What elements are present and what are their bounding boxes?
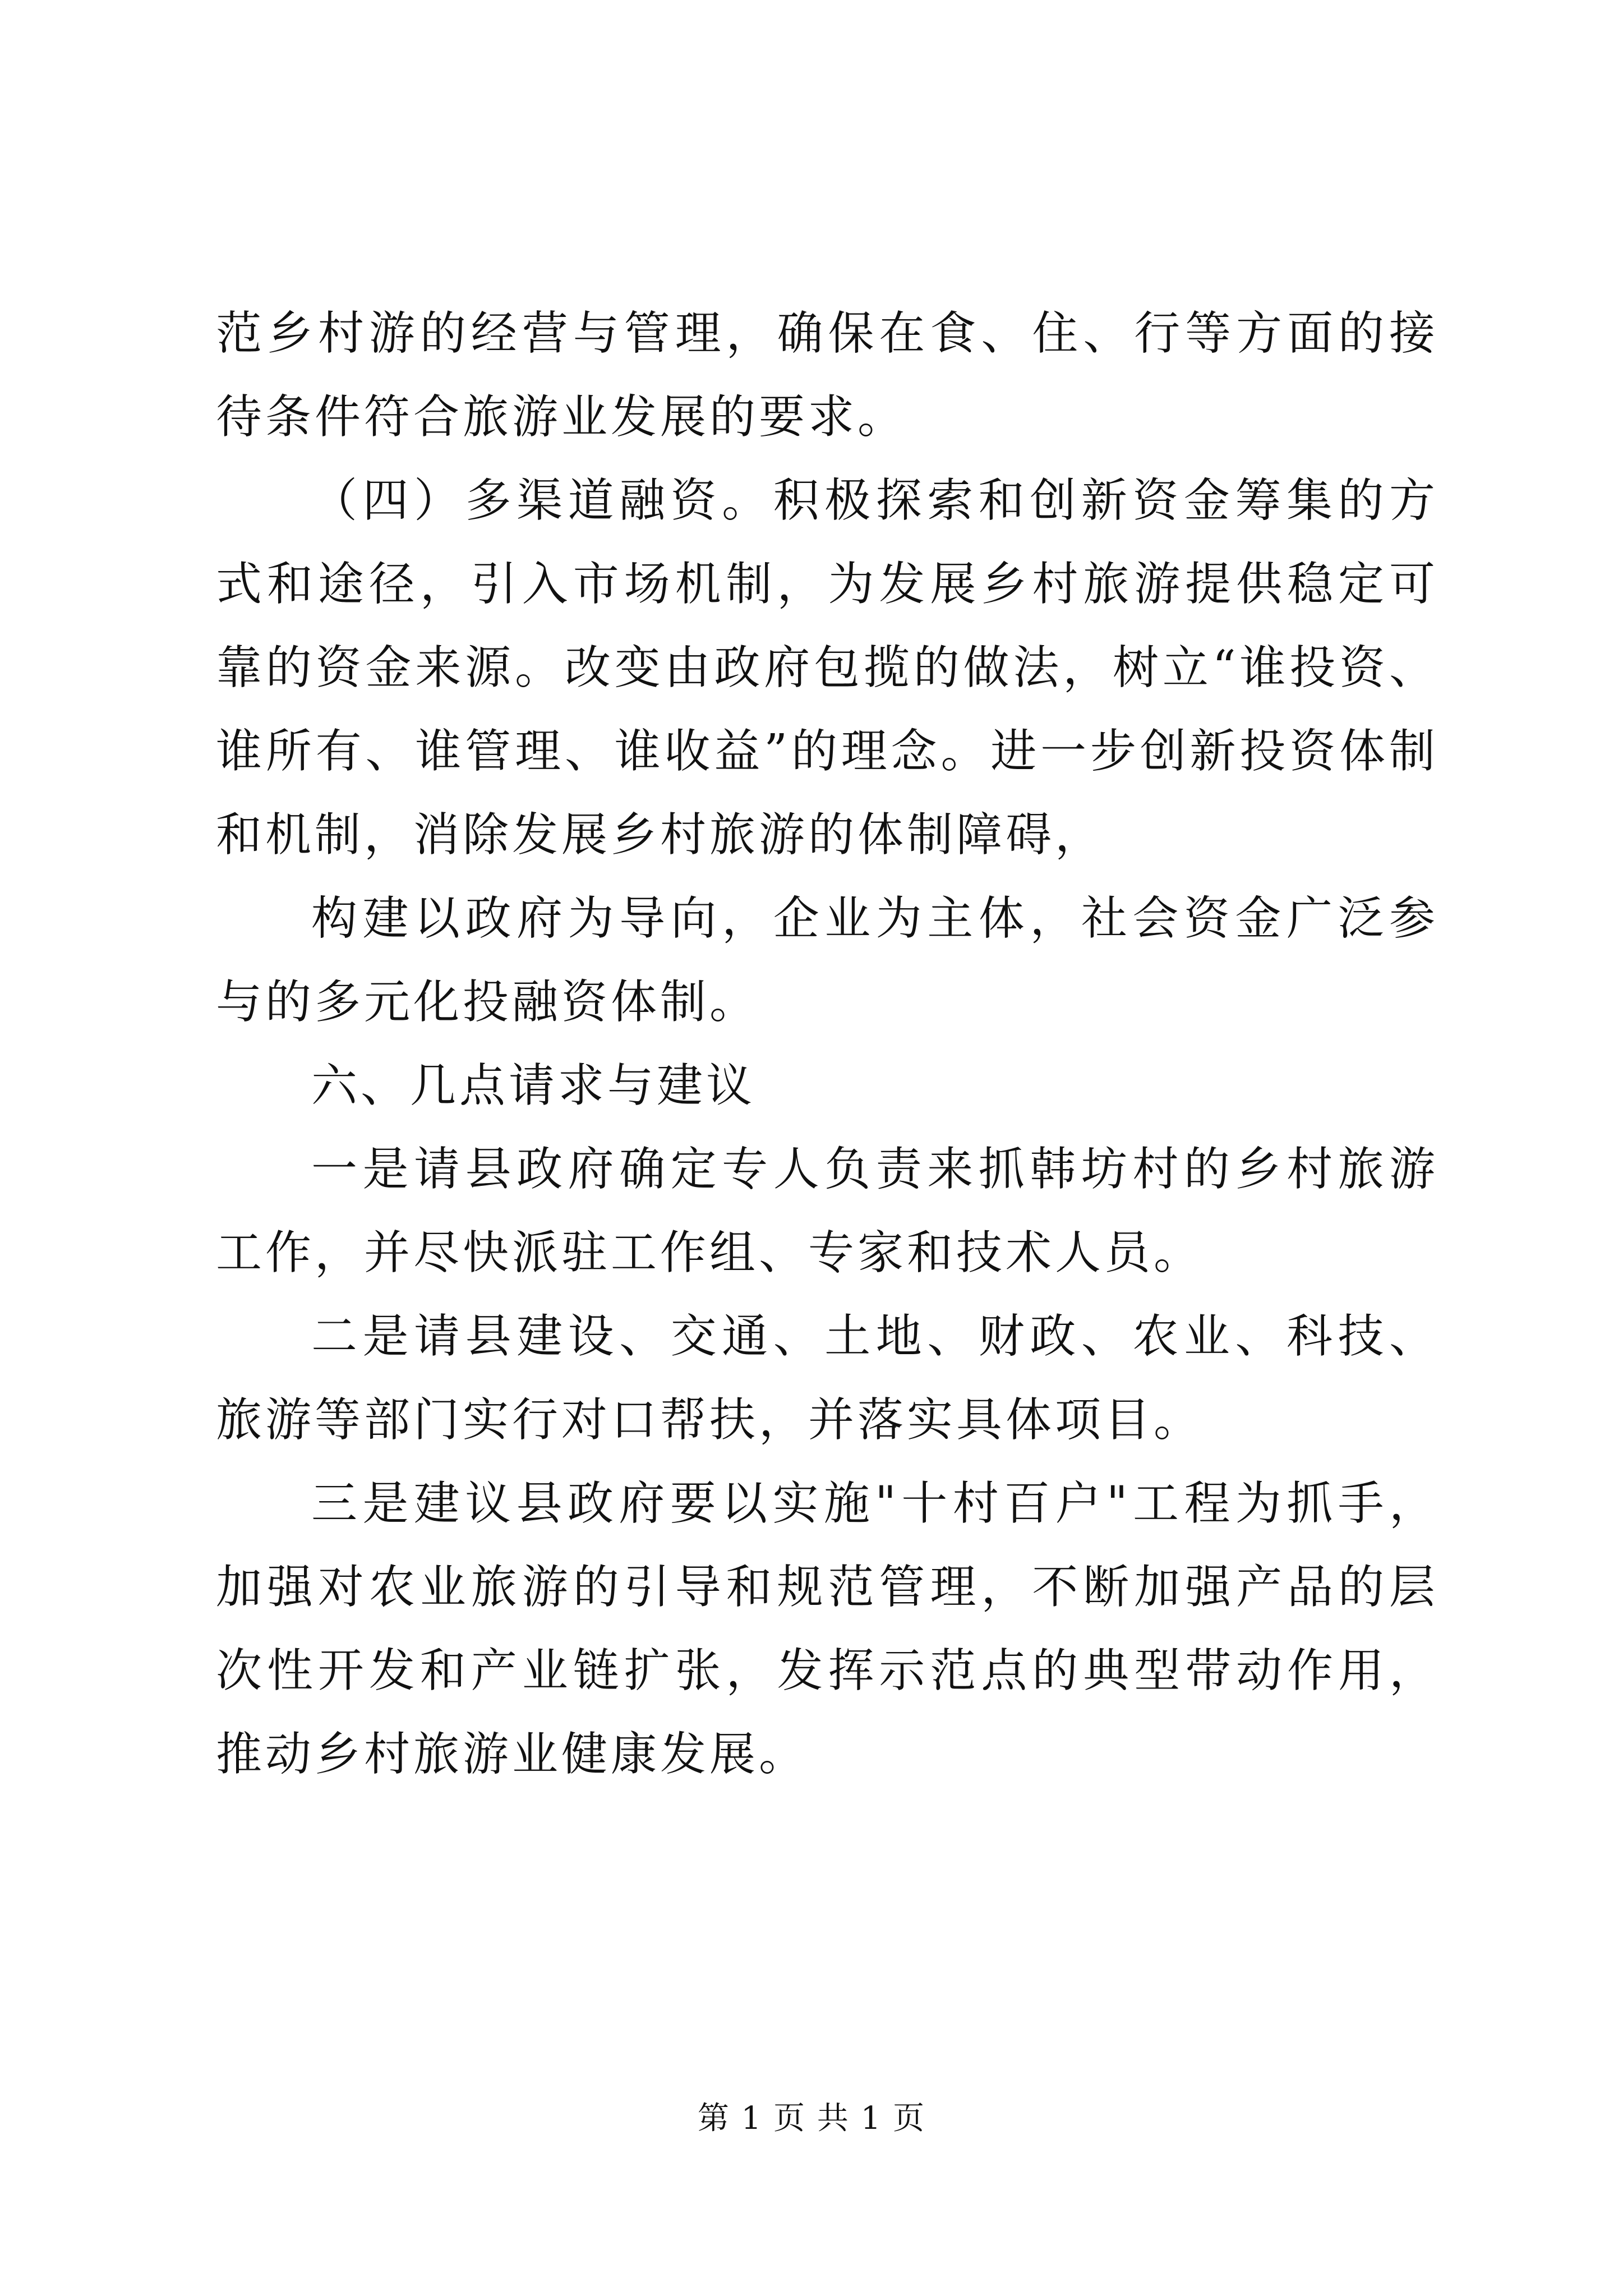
paragraph-request-two: 二是请县建设、交通、土地、财政、农业、科技、旅游等部门实行对口帮扶，并落实具体项目。 xyxy=(216,1310,1438,1447)
paragraph-request-one: 一是请县政府确定专人负责来抓韩坊村的乡村旅游工作，并尽快派驻工作组、专家和技术人员。 xyxy=(216,1143,1438,1280)
paragraph-continuation: 范乡村游的经营与管理，确保在食、住、行等方面的接待条件符合旅游业发展的要求。 xyxy=(216,307,1438,444)
section-heading-requests: 六、几点请求与建议 xyxy=(311,1059,756,1112)
paragraph-request-three: 三是建议县政府要以实施"十村百户"工程为抓手，加强对农业旅游的引导和规范管理，不断加强产品的层次性开发和产业链扩张，发挥示范点的典型带动作用，推动乡村旅游业健康发展。 xyxy=(216,1477,1438,1781)
document-body xyxy=(216,292,1438,1796)
paragraph-financing: （四）多渠道融资。积极探索和创新资金筹集的方式和途径，引入市场机制，为发展乡村旅游提供稳定可靠的资金来源。改变由政府包揽的做法，树立“谁投资、谁所有、谁管理、谁收益”的理念。进一步创新投资体制和机制，消除发展乡村旅游的体制障碍， xyxy=(216,474,1438,862)
paragraph-investment-system: 构建以政府为导向，企业为主体，社会资金广泛参与的多元化投融资体制。 xyxy=(216,892,1438,1029)
page-number-footer: 第 1 页 共 1 页 xyxy=(697,2100,926,2137)
